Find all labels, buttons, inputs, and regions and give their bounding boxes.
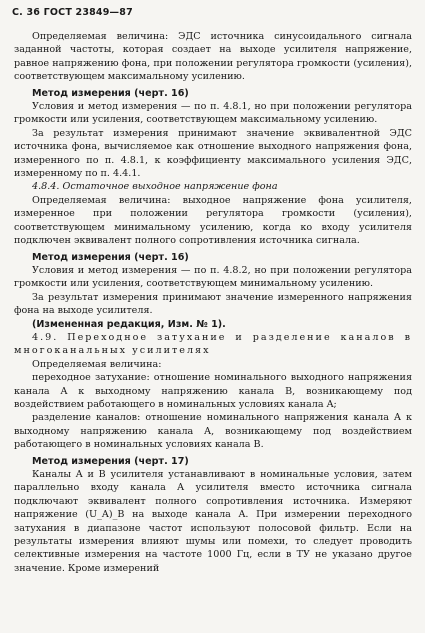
paragraph: Каналы A и B усилителя устанавливают в номинальные условия, затем параллельно входу канала A усилителя вместо источника сигнала подключают эквивалент полного сопротивления источника. Измеряют напряжение (U_A)_B на выходе канала A. При измерении переходного затухания в диапазоне частот используют полосовой фильтр. Если на результаты измерения влияют шумы или помехи, то следует проводить селективные измерения на частоте 1000 Гц, если в ТУ не указано другое значение. Кроме измерений [14,469,412,574]
body-text [14,30,412,575]
paragraph: Определяемая величина: ЭДС источника синусоидального сигнала заданной частоты, которая создает на выходе усилителя напряжение, равное напряжению фона, при положении регулятора громкости (усиления), соответствующем максимальному усилению. [14,31,412,83]
section-heading: Метод измерения (черт. 16) [32,87,189,99]
paragraph: Определяемая величина: выходное напряжение фона усилителя, измеренное при положении регулятора громкости (усиления), соответствующем минимальному усилению, когда ко входу усилителя подключен эквивалент полного сопротивления источника сигнала. [14,194,412,247]
definition-separation: разделение каналов: отношение номинального напряжения канала A к выходному напряжению канала A, возникающему под воздействием работающего в номинальных условиях канала B. [14,412,412,451]
paragraph: Условия и метод измерения — по п. 4.8.2, но при положении регулятора громкости или усиления, соответствующем минимальному усилению. [14,264,412,290]
paragraph: За результат измерения принимают значение эквивалентной ЭДС источника фона, вычисляемое как отношение выходного напряжения фона, измеренного по п. 4.8.1, к коэффициенту максимального усиления ЭДС, измеренному по п. 4.4.1. [14,127,412,180]
paragraph: Определяемая величина: [32,358,162,370]
definition-crosstalk: переходное затухание: отношение номинального выходного напряжения канала A к выходному напряжению канала B, возникающему под воздействием работающего в номинальных условиях канала A; [14,372,412,410]
paragraph: За результат измерения принимают значение измеренного напряжения фона на выходе усилителя. [14,291,412,317]
page-header: С. 36 ГОСТ 23849—87 [12,7,133,18]
section-heading: Метод измерения (черт. 16) [32,251,189,263]
section-title: 4.9. Переходное затухание и разделение каналов в многоканальных усилителях [14,331,412,357]
subsection-heading: 4.8.4. Остаточное выходное напряжение фона [32,181,278,193]
section-heading: Метод измерения (черт. 17) [32,455,189,467]
paragraph: Условия и метод измерения — по п. 4.8.1, но при положении регулятора громкости или усиления, соответствующем максимальному усилению. [14,101,412,126]
amendment-note: (Измененная редакция, Изм. № 1). [32,318,226,330]
